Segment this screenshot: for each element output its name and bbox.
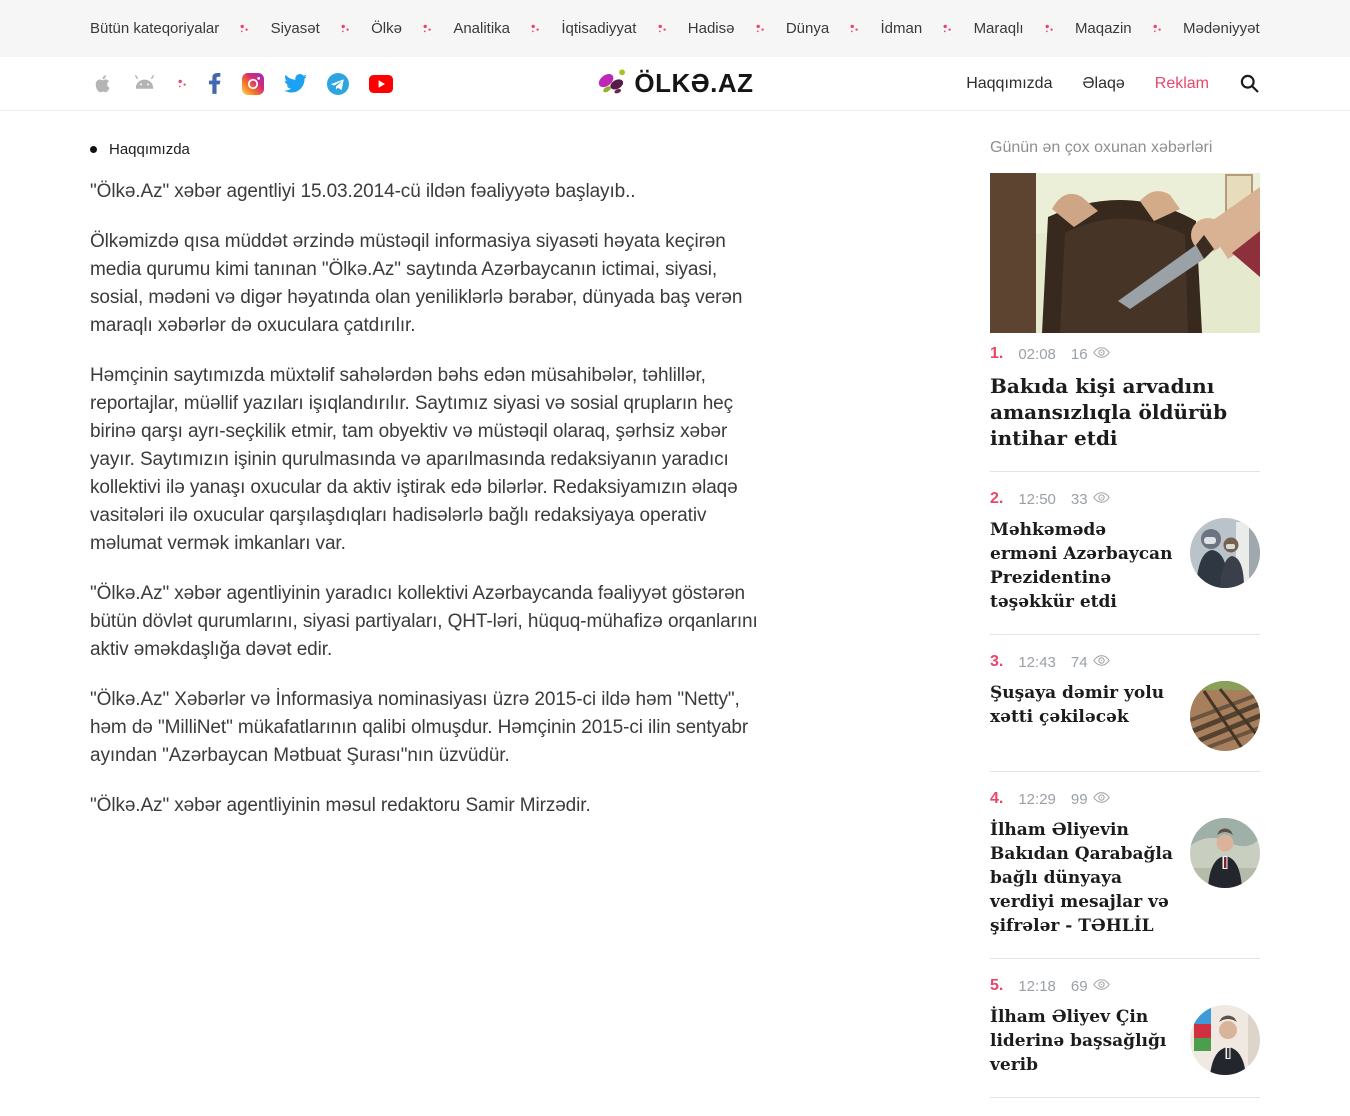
bullet-dot-icon (90, 146, 97, 153)
search-icon[interactable] (1239, 73, 1260, 94)
article-meta (990, 790, 1260, 808)
article-thumbnail (1190, 681, 1260, 751)
rank-number: 1. (990, 345, 1004, 362)
nav-item-lk[interactable]: Ölkə (371, 20, 402, 37)
article-meta (990, 345, 1260, 363)
article-title[interactable]: Şuşaya dəmir yolu xətti çəkiləcək (990, 683, 1165, 727)
sparkle-divider-icon (942, 22, 953, 35)
sparkle-divider-icon (849, 22, 860, 35)
sparkle-divider-icon (657, 22, 668, 35)
article-thumbnail (1190, 518, 1260, 588)
android-icon[interactable] (132, 73, 157, 95)
sparkle-divider-icon (1152, 22, 1163, 35)
article-paragraph-5: "Ölkə.Az" Xəbərlər və İnformasiya nominasiyası üzrə 2015-ci ildə həm "Netty", həm də "MilliNet" mükafatlarının qalibi olmuşdur. Həmçinin 2015-ci ilin sentyabr ayından "Azərbaycan Mətbuat Şurası"nın üzvüdür. (90, 689, 749, 766)
butterfly-logo-icon (596, 66, 627, 102)
social-links (90, 72, 393, 95)
rank-number: 4. (990, 790, 1004, 807)
most-read-list (990, 173, 1260, 1098)
category-nav (0, 0, 1350, 57)
site-logo[interactable] (596, 66, 753, 102)
article-paragraph-4: "Ölkə.Az" xəbər agentliyinin yaradıcı kollektivi Azərbaycanda fəaliyyət göstərən bütün dövlət qurumlarını, siyasi partiyaları, QHT-ləri, hüquq-mühafizə orqanlarını aktiv əməkdaşlığa dəvət edir. (90, 583, 758, 660)
sparkle-divider-icon (755, 22, 766, 35)
sparkle-divider-icon (1044, 22, 1055, 35)
publish-time: 12:43 (1018, 653, 1056, 671)
article-paragraph-3: Həmçinin saytımızda müxtəlif sahələrdən bəhs edən müsahibələr, təhlillər, reportajlar, müəllif yazıları işıqlandırılır. Saytımız siyasi və sosial qrupların heç birinə qarşı ayrı-seçkilik etmir, tam obyektiv və müstəqil olaraq, şərhsiz xəbər yayır. Saytımızın işinin qurulmasında və aparılmasında redaksiyanın yaradıcı kollektivi ilə yanaşı oxucular da aktiv iştirak edə bilərlər. Redaksiyamızın əlaqə vasitələri ilə oxucular qarşılaşdıqları hadisələrlə bağlı redaksiyaya operativ məlumat vermək imkanları var. (90, 365, 738, 554)
about-article (90, 135, 762, 1116)
nav-item-maraql[interactable]: Maraqlı (973, 20, 1024, 37)
eye-icon (1093, 491, 1110, 508)
rank-number: 3. (990, 653, 1004, 670)
article-paragraph-1: "Ölkə.Az" xəbər agentliyi 15.03.2014-cü ildən fəaliyyətə başlayıb.. (90, 181, 636, 202)
page-body (0, 111, 1350, 1116)
nav-item-analitika[interactable]: Analitika (453, 20, 511, 37)
sidebar-title: Günün ən çox oxunan xəbərləri (990, 139, 1213, 156)
article-body (90, 178, 762, 820)
nav-item-siyas-t[interactable]: Siyasət (270, 20, 320, 37)
article-title[interactable]: İlham Əliyevin Bakıdan Qarabağla bağlı dünyaya verdiyi mesajlar və şifrələr - TƏHLİL (990, 820, 1173, 936)
header-link-haqq-m-zda[interactable]: Haqqımızda (966, 74, 1053, 92)
view-count: 16 (1071, 346, 1110, 363)
sparkle-divider-icon (422, 22, 433, 35)
nav-item-m-d-niyy-t[interactable]: Mədəniyyət (1182, 20, 1260, 37)
instagram-icon[interactable] (242, 73, 264, 95)
article-thumbnail (1190, 1005, 1260, 1075)
nav-item-d-nya[interactable]: Dünya (785, 20, 830, 37)
sparkle-divider-icon (177, 77, 188, 90)
nav-item-hadis[interactable]: Hadisə (687, 20, 735, 37)
most-read-sidebar (990, 135, 1260, 1116)
publish-time: 12:18 (1018, 977, 1056, 995)
facebook-icon[interactable] (208, 73, 222, 95)
apple-icon[interactable] (90, 72, 112, 95)
eye-icon (1093, 791, 1110, 808)
eye-icon (1093, 978, 1110, 995)
nav-item-i-dman[interactable]: İdman (880, 20, 923, 37)
nav-item-maqazin[interactable]: Maqazin (1074, 20, 1132, 37)
view-count: 99 (1071, 791, 1110, 808)
youtube-icon[interactable] (369, 75, 393, 93)
most-read-item-4[interactable] (990, 790, 1260, 959)
section-label (90, 141, 762, 158)
article-title[interactable]: İlham Əliyev Çin liderinə başsağlığı verib (990, 1007, 1167, 1075)
logo-text: ÖLKƏ.AZ (634, 68, 754, 98)
article-meta (990, 653, 1260, 671)
article-meta (990, 490, 1260, 508)
article-photo (990, 173, 1260, 333)
most-read-item-5[interactable] (990, 977, 1260, 1098)
publish-time: 12:29 (1018, 790, 1056, 808)
rank-number: 5. (990, 977, 1004, 994)
twitter-icon[interactable] (284, 74, 307, 93)
nav-item-b-t-n-kateqoriyalar[interactable]: Bütün kateqoriyalar (90, 20, 220, 37)
rank-number: 2. (990, 490, 1004, 507)
most-read-item-3[interactable] (990, 653, 1260, 772)
header-link-reklam[interactable]: Reklam (1154, 74, 1209, 92)
view-count: 74 (1071, 654, 1110, 671)
article-paragraph-2: Ölkəmizdə qısa müddət ərzində müstəqil informasiya siyasəti həyata keçirən media qurumu kimi tanınan "Ölkə.Az" saytında Azərbaycanın ictimai, siyasi, sosial, mədəni və digər həyatında olan yeniliklərlə bərabər, dünyada baş verən maraqlı xəbərlər də oxuculara çatdırılır. (90, 231, 743, 336)
article-title[interactable]: Məhkəmədə erməni Azərbaycan Prezidentinə təşəkkür etdi (990, 520, 1173, 612)
telegram-icon[interactable] (327, 73, 349, 95)
view-count: 33 (1071, 491, 1110, 508)
sparkle-divider-icon (239, 22, 250, 35)
sparkle-divider-icon (530, 22, 541, 35)
publish-time: 12:50 (1018, 490, 1056, 508)
eye-icon (1093, 654, 1110, 671)
article-paragraph-6: "Ölkə.Az" xəbər agentliyinin məsul redaktoru Samir Mirzədir. (90, 795, 591, 816)
header-link-laq[interactable]: Əlaqə (1082, 74, 1125, 92)
header-links (966, 73, 1260, 94)
most-read-item-2[interactable] (990, 490, 1260, 635)
article-meta (990, 977, 1260, 995)
view-count: 69 (1071, 978, 1110, 995)
section-label-text: Haqqımızda (109, 141, 190, 158)
nav-item-i-qtisadiyyat[interactable]: İqtisadiyyat (561, 20, 637, 37)
article-thumbnail (1190, 818, 1260, 888)
sparkle-divider-icon (340, 22, 351, 35)
most-read-item-1[interactable] (990, 173, 1260, 472)
article-title[interactable]: Bakıda kişi arvadını amansızlıqla öldürüb intihar etdi (990, 374, 1228, 450)
eye-icon (1093, 346, 1110, 363)
site-header (0, 57, 1350, 111)
publish-time: 02:08 (1018, 345, 1056, 363)
